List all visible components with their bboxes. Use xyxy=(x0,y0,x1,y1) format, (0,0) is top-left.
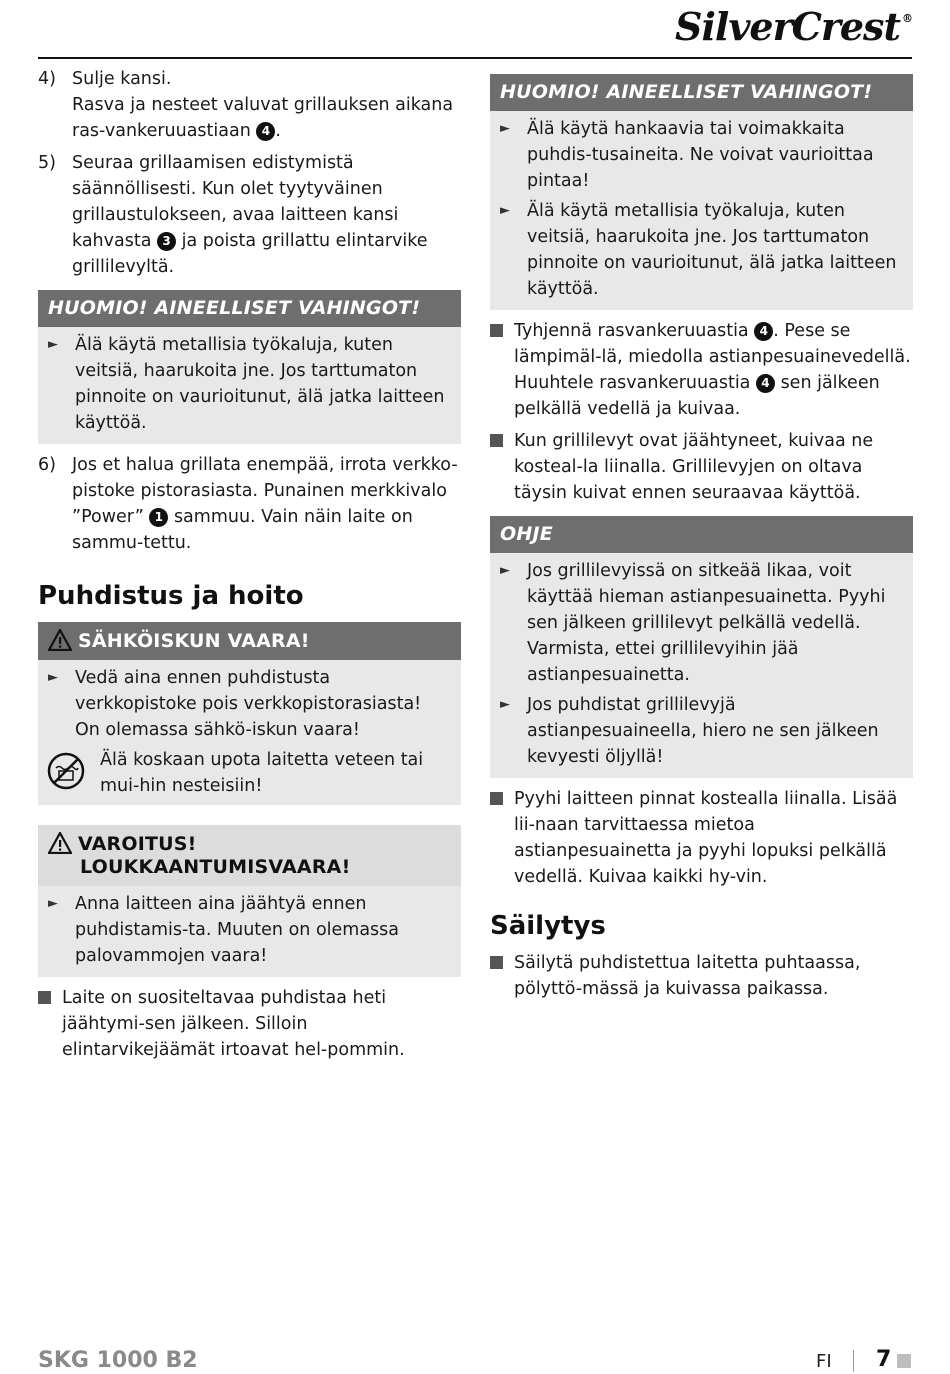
notice-material-damage-box xyxy=(38,290,461,444)
notice-item: ► Älä käytä metallisia työkaluja, kuten veitsiä, haarukoita jne. Jos tarttumaton pinnoite on vaurioitunut, älä jatka laitteen käyttöä. xyxy=(500,198,903,302)
tip-box xyxy=(490,516,913,778)
arrow-bullet-icon: ► xyxy=(500,563,510,578)
arrow-bullet-icon: ► xyxy=(48,896,58,911)
step-5: 5) Seuraa grillaamisen edistymistä säännöllisesti. Kun olet tyytyväinen grillaustulokseen, avaa laitteen kansi kahvasta 3 ja poista grillattu elintarvike grillilevyltä. xyxy=(38,153,428,277)
square-bullet-icon xyxy=(490,950,514,1002)
step-4: 4) Sulje kansi. Rasva ja nesteet valuvat grillauksen aikana ras-vankeruuastiaan 4 . xyxy=(38,66,461,144)
square-bullet-icon xyxy=(490,428,514,506)
footer-square-marker xyxy=(897,1354,911,1368)
arrow-bullet-icon: ► xyxy=(500,121,510,136)
ref-4-icon: 4 xyxy=(756,374,775,393)
injury-warning-box xyxy=(38,825,461,977)
bullet-item: Pyyhi laitteen pinnat kostealla liinalla. Lisää lii-naan tarvittaessa mietoa astianpesuainetta ja pyyhi lopuksi pelkällä vedellä. Kuivaa kaikki hy-vin. xyxy=(490,786,913,890)
section-heading-storage: Säilytys xyxy=(490,911,606,941)
step-4-line1: Sulje kansi. xyxy=(72,69,172,89)
notice-title: HUOMIO! AINEELLISET VAHINGOT! xyxy=(490,74,913,111)
warning-triangle-icon xyxy=(48,832,72,854)
tip-item: ► Jos puhdistat grillilevyjä astianpesuaineella, hiero ne sen jälkeen kevyesti öljyllä! xyxy=(500,692,903,770)
ref-3-icon: 3 xyxy=(157,232,176,251)
step-4-line2: Rasva ja nesteet valuvat grillauksen aikana ras-vankeruuastiaan 4 . xyxy=(72,95,454,141)
warning-triangle-icon xyxy=(48,629,72,651)
arrow-bullet-icon: ► xyxy=(48,337,58,352)
ref-4-icon: 4 xyxy=(754,322,773,341)
tip-title: OHJE xyxy=(490,516,913,553)
footer-model-number: SKG 1000 B2 xyxy=(38,1348,198,1373)
no-immersion-icon xyxy=(46,751,94,795)
silvercrest-logo: SilverCrest ® xyxy=(675,4,912,49)
notice-title: HUOMIO! AINEELLISET VAHINGOT! xyxy=(38,290,461,327)
step-6: 6) Jos et halua grillata enempää, irrota verkko-pistoke pistorasiasta. Punainen merkkivalo ”Power” 1 sammuu. Vain näin laite on sammu-tettu. xyxy=(38,455,458,553)
left-column xyxy=(38,66,461,1069)
footer-language: FI xyxy=(816,1351,832,1372)
bullet-item: Laite on suositeltavaa puhdistaa heti jäähtymi-sen jälkeen. Silloin elintarvikejäämät irtoavat hel-pommin. xyxy=(38,985,461,1063)
notice-item: ► Älä käytä hankaavia tai voimakkaita puhdis-tusaineita. Ne voivat vaurioittaa pintaa! xyxy=(500,116,903,194)
square-bullet-icon xyxy=(490,786,514,890)
warning-item: ► Vedä aina ennen puhdistusta verkkopistoke pois verkkopistorasiasta! On olemassa sähkö-iskun vaara! xyxy=(48,665,451,743)
footer-divider xyxy=(853,1350,854,1372)
arrow-bullet-icon: ► xyxy=(500,697,510,712)
bullet-item: Säilytä puhdistettua laitetta puhtaassa, pölyttö-mässä ja kuivassa paikassa. xyxy=(490,950,913,1002)
square-bullet-icon xyxy=(490,318,514,422)
right-column xyxy=(490,66,913,1008)
ref-4-icon: 4 xyxy=(256,122,275,141)
notice-material-damage-box xyxy=(490,74,913,310)
warning-title: VAROITUS! LOUKKAANTUMISVAARA! xyxy=(38,825,461,886)
notice-item: ► Älä käytä metallisia työkaluja, kuten veitsiä, haarukoita jne. Jos tarttumaton pinnoite on vaurioitunut, älä jatka laitteen käyttöä. xyxy=(48,332,451,436)
tip-item: ► Jos grillilevyissä on sitkeää likaa, voit käyttää hieman astianpesuainetta. Pyyhi sen jälkeen grillilevyt pelkällä vedellä. Varmista, ettei grillilevyihin jää astianpesuainetta. xyxy=(500,558,903,688)
page-number: 7 xyxy=(876,1347,892,1372)
section-heading-cleaning: Puhdistus ja hoito xyxy=(38,581,304,611)
bullet-item: Kun grillilevyt ovat jäähtyneet, kuivaa ne kosteal-la liinalla. Grillilevyjen on oltava täysin kuivat ennen seuraavaa käyttöä. xyxy=(490,428,913,506)
arrow-bullet-icon: ► xyxy=(48,670,58,685)
warning-title: SÄHKÖISKUN VAARA! xyxy=(38,622,461,660)
header-rule xyxy=(38,57,912,59)
electric-shock-warning-box xyxy=(38,622,461,805)
no-immersion-note: Älä koskaan upota laitetta veteen tai mui-hin nesteisiin! xyxy=(48,747,451,799)
square-bullet-icon xyxy=(38,985,62,1063)
ref-1-icon: 1 xyxy=(149,508,168,527)
arrow-bullet-icon: ► xyxy=(500,203,510,218)
warning-item: ► Anna laitteen aina jäähtyä ennen puhdistamis-ta. Muuten on olemassa palovammojen vaara! xyxy=(48,891,451,969)
bullet-item: Tyhjennä rasvankeruuastia 4 . Pese se lämpimäl-lä, miedolla astianpesuainevedellä. Huuhtele rasvankeruuastia 4 sen jälkeen pelkällä vedellä ja kuivaa. xyxy=(490,318,913,422)
